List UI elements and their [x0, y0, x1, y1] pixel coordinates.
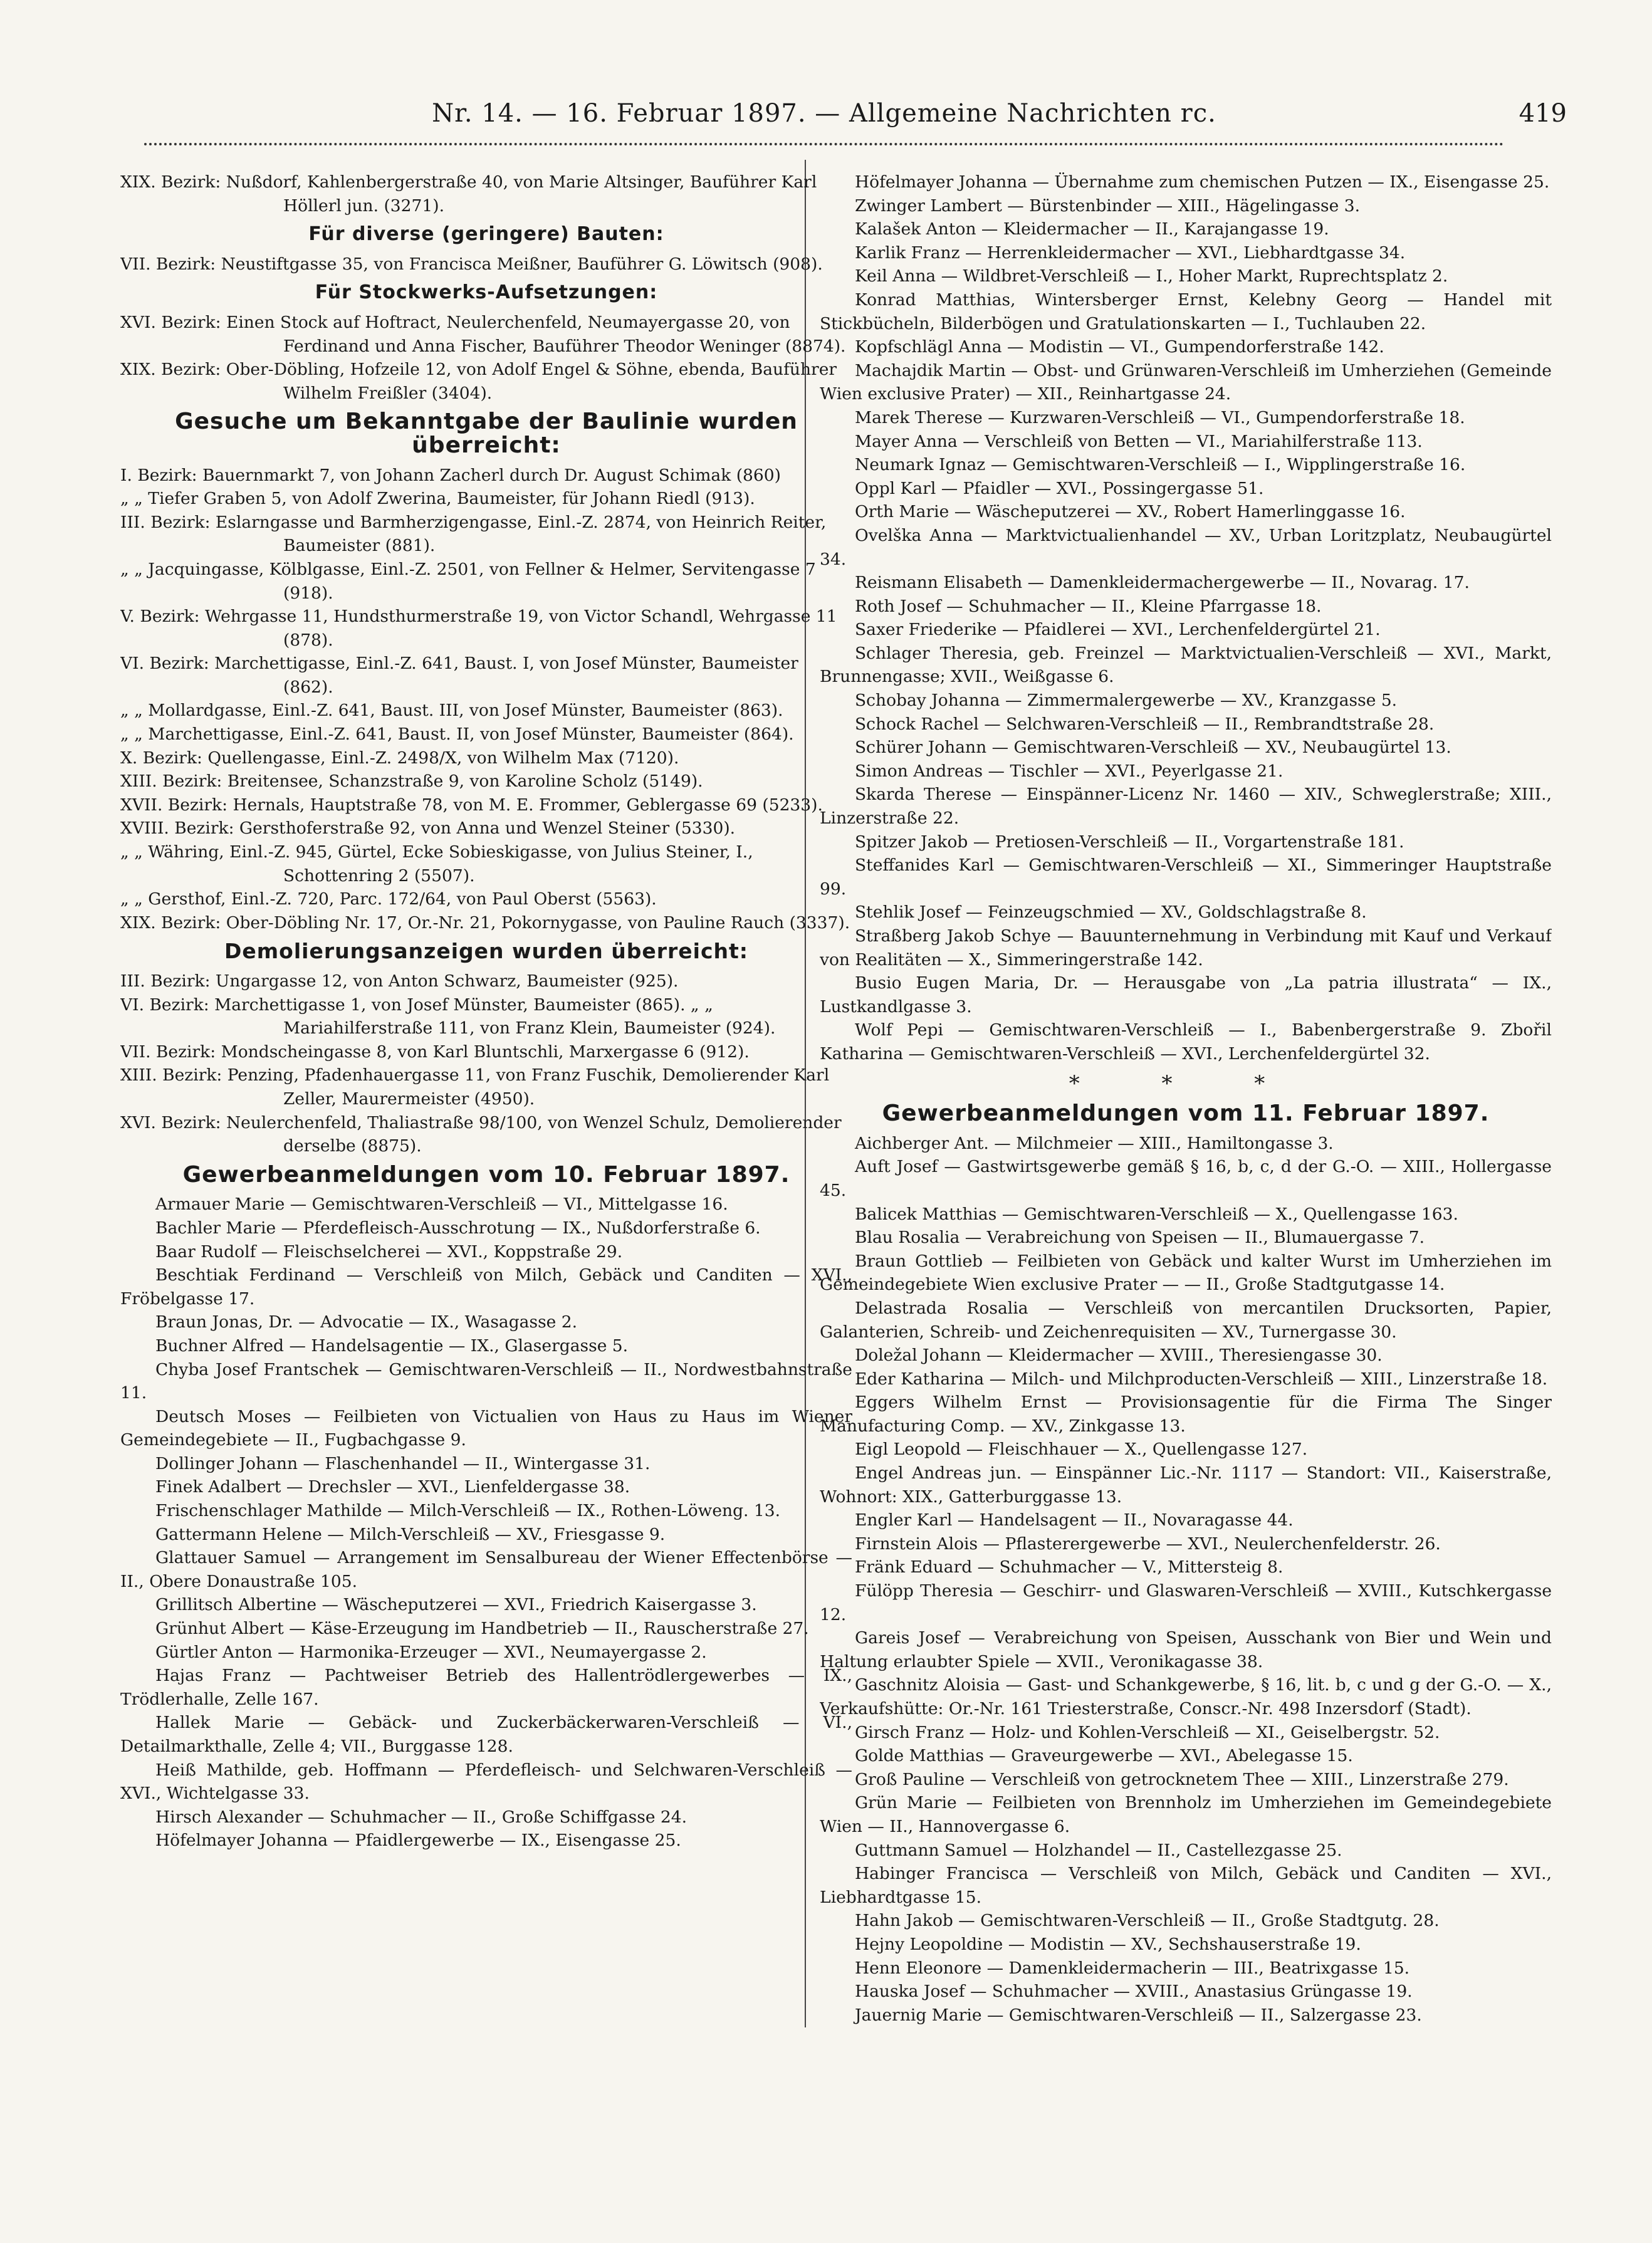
trade-entry: Schobay Johanna — Zimmermalergewerbe — XV., Kranzgasse 5.	[855, 691, 1398, 711]
building-entry: XVI. Bezirk: Einen Stock auf Hoftract, Neulerchenfeld, Neumayergasse 20, von Ferdinand und Anna Fischer, Bauführer Theodor Weninger (8874).	[120, 312, 846, 356]
building-entry: VII. Bezirk: Neustiftgasse 35, von Francisca Meißner, Bauführer G. Löwitsch (908).	[120, 254, 823, 274]
trade-entry: Grün Marie — Feilbieten von Brennholz im Umherziehen im Gemeindegebiete Wien — II., Hannovergasse 6.	[820, 1793, 1552, 1836]
building-entry: „ „ Gersthof, Einl.-Z. 720, Parc. 172/64, von Paul Oberst (5563).	[120, 889, 657, 909]
building-entry: XIX. Bezirk: Ober-Döbling Nr. 17, Or.-Nr. 21, Pokornygasse, von Pauline Rauch (3337).	[120, 912, 850, 933]
trade-entry: Simon Andreas — Tischler — XVI., Peyerlgasse 21.	[855, 761, 1283, 781]
running-head: Nr. 14. — 16. Februar 1897. — Allgemeine Nachrichten rc.	[432, 99, 1216, 128]
trade-entry: Skarda Therese — Einspänner-Licenz Nr. 1460 — XIV., Schweglerstraße; XIII., Linzerstraße 22.	[820, 785, 1552, 829]
trade-entry: Straßberg Jakob Schye — Bauunternehmung in Verbindung mit Kauf und Verkauf von Realitäten — X., Simmeringerstraße 142.	[820, 926, 1552, 970]
trade-entry: Schürer Johann — Gemischtwaren-Verschleiß — XV., Neubaugürtel 13.	[855, 738, 1451, 758]
trade-entry: Guttmann Samuel — Holzhandel — II., Castellezgasse 25.	[855, 1840, 1342, 1860]
trade-entry: Höfelmayer Johanna — Übernahme zum chemischen Putzen — IX., Eisengasse 25.	[855, 172, 1550, 192]
trade-entry: Marek Therese — Kurzwaren-Verschleiß — VI., Gumpendorferstraße 18.	[855, 407, 1465, 427]
building-entry: VII. Bezirk: Mondscheingasse 8, von Karl Bluntschli, Marxergasse 6 (912).	[120, 1042, 750, 1062]
building-entry: XIII. Bezirk: Penzing, Pfadenhauergasse 11, von Franz Fuschik, Demolierender Karl Zeller, Maurermeister (4950).	[120, 1065, 830, 1109]
section-heading: Demolierungsanzeigen wurden überreicht:	[224, 939, 748, 964]
trade-entry: Blau Rosalia — Verabreichung von Speisen — II., Blumauergasse 7.	[855, 1228, 1425, 1248]
trade-entry: Finek Adalbert — Drechsler — XVI., Lienfeldergasse 38.	[155, 1477, 630, 1497]
building-entry: „ „ Tiefer Graben 5, von Adolf Zwerina, Baumeister, für Johann Riedl (913).	[120, 489, 755, 509]
right-column	[820, 170, 1552, 2145]
trade-entry: Braun Gottlieb — Feilbieten von Gebäck und kalter Wurst im Umherziehen im Gemeindegebiete Wien exclusive Prater — — II., Große Stadtgutgasse 14.	[820, 1251, 1552, 1295]
trade-entry: Chyba Josef Frantschek — Gemischtwaren-Verschleiß — II., Nordwestbahnstraße 11.	[120, 1359, 852, 1403]
trade-entry: Kalašek Anton — Kleidermacher — II., Karajangasse 19.	[855, 219, 1329, 239]
trade-entry: Reismann Elisabeth — Damenkleidermachergewerbe — II., Novarag. 17.	[855, 573, 1470, 593]
section-heading: Gewerbeanmeldungen vom 11. Februar 1897.	[882, 1101, 1490, 1127]
section-heading: Für diverse (geringere) Bauten:	[308, 223, 664, 246]
trade-entry: Schlager Theresia, geb. Freinzel — Marktvictualien-Verschleiß — XVI., Markt, Brunnengasse; XVII., Weißgasse 6.	[820, 643, 1552, 687]
building-entry: X. Bezirk: Quellengasse, Einl.-Z. 2498/X, von Wilhelm Max (7120).	[120, 748, 679, 768]
trade-entry: Karlik Franz — Herrenkleidermacher — XVI., Liebhardtgasse 34.	[855, 243, 1406, 263]
trade-entry: Höfelmayer Johanna — Pfaidlergewerbe — IX., Eisengasse 25.	[155, 1831, 681, 1851]
trade-entry: Orth Marie — Wäscheputzerei — XV., Robert Hamerlinggasse 16.	[855, 502, 1406, 522]
trade-entry: Gattermann Helene — Milch-Verschleiß — XV., Friesgasse 9.	[155, 1524, 666, 1544]
trade-entry: Eggers Wilhelm Ernst — Provisionsagentie für die Firma The Singer Manufacturing Comp. — XV., Zinkgasse 13.	[820, 1393, 1552, 1436]
trade-entry: Gaschnitz Aloisia — Gast- und Schankgewerbe, § 16, lit. b, c und g der G.-O. — X., Verkaufshütte: Or.-Nr. 161 Triesterstraße, Conscr.-Nr. 498 Inzersdorf (Stadt).	[820, 1675, 1552, 1718]
trade-entry: Frischenschlager Mathilde — Milch-Verschleiß — IX., Rothen-Löweng. 13.	[155, 1501, 781, 1521]
trade-entry: Kopfschlägl Anna — Modistin — VI., Gumpendorferstraße 142.	[855, 337, 1384, 357]
trade-entry: Oppl Karl — Pfaidler — XVI., Possingergasse 51.	[855, 478, 1264, 498]
trade-entry: Golde Matthias — Graveurgewerbe — XVI., Abelegasse 15.	[855, 1746, 1353, 1766]
trade-entry: Armauer Marie — Gemischtwaren-Verschleiß — VI., Mittelgasse 16.	[155, 1195, 728, 1215]
trade-entry: Konrad Matthias, Wintersberger Ernst, Kelebny Georg — Handel mit Stickbücheln, Bilderbögen und Gratulationskarten — I., Tuchlauben 22.	[820, 290, 1552, 333]
trade-entry: Fülöpp Theresia — Geschirr- und Glaswaren-Verschleiß — XVIII., Kutschkergasse 12.	[820, 1581, 1552, 1624]
building-entry: „ „ Mollardgasse, Einl.-Z. 641, Baust. III, von Josef Münster, Baumeister (863).	[120, 701, 783, 721]
trade-entry: Heiß Mathilde, geb. Hoffmann — Pferdefleisch- und Selchwaren-Verschleiß — XVI., Wichtelgasse 33.	[120, 1760, 852, 1804]
trade-entry: Hejny Leopoldine — Modistin — XV., Sechshauserstraße 19.	[855, 1934, 1361, 1954]
trade-entry: Spitzer Jakob — Pretiosen-Verschleiß — II., Vorgartenstraße 181.	[855, 832, 1404, 852]
trade-entry: Engel Andreas jun. — Einspänner Lic.-Nr. 1117 — Standort: VII., Kaiserstraße, Wohnort: XIX., Gatterburggasse 13.	[820, 1463, 1552, 1507]
trade-entry: Gürtler Anton — Harmonika-Erzeuger — XVI., Neumayergasse 2.	[155, 1642, 707, 1662]
trade-entry: Eder Katharina — Milch- und Milchproducten-Verschleiß — XIII., Linzerstraße 18.	[855, 1369, 1548, 1389]
trade-entry: Gareis Josef — Verabreichung von Speisen, Ausschank von Bier und Wein und Haltung erlaubter Spiele — XVII., Veronikagasse 38.	[820, 1628, 1552, 1671]
trade-entry: Firnstein Alois — Pflasterergewerbe — XVI., Neulerchenfelderstr. 26.	[855, 1534, 1441, 1554]
trade-entry: Groß Pauline — Verschleiß von getrocknetem Thee — XIII., Linzerstraße 279.	[855, 1769, 1509, 1789]
section-separator: * * *	[1069, 1070, 1303, 1096]
trade-entry: Girsch Franz — Holz- und Kohlen-Verschleiß — XI., Geiselbergstr. 52.	[855, 1722, 1440, 1742]
trade-entry: Grünhut Albert — Käse-Erzeugung im Handbetrieb — II., Rauscherstraße 27.	[155, 1619, 809, 1639]
trade-entry: Hauska Josef — Schuhmacher — XVIII., Anastasius Grüngasse 19.	[855, 1982, 1413, 2002]
trade-entry: Grillitsch Albertine — Wäscheputzerei — XVI., Friedrich Kaisergasse 3.	[155, 1595, 757, 1615]
building-entry: „ „ Marchettigasse, Einl.-Z. 641, Baust. II, von Josef Münster, Baumeister (864).	[120, 724, 794, 745]
trade-entry: Balicek Matthias — Gemischtwaren-Verschleiß — X., Quellengasse 163.	[855, 1204, 1458, 1224]
trade-entry: Doležal Johann — Kleidermacher — XVIII., Theresiengasse 30.	[855, 1346, 1383, 1366]
trade-entry: Schock Rachel — Selchwaren-Verschleiß — II., Rembrandtstraße 28.	[855, 714, 1435, 734]
trade-entry: Deutsch Moses — Feilbieten von Victualien von Haus zu Haus im Wiener Gemeindegebiete — II., Fugbachgasse 9.	[120, 1406, 852, 1450]
trade-entry: Ovelška Anna — Marktvictualienhandel — XV., Urban Loritzplatz, Neubaugürtel 34.	[820, 525, 1552, 569]
trade-entry: Steffanides Karl — Gemischtwaren-Verschleiß — XI., Simmeringer Hauptstraße 99.	[820, 855, 1552, 899]
building-entry: XVII. Bezirk: Hernals, Hauptstraße 78, von M. E. Frommer, Geblergasse 69 (5233).	[120, 795, 823, 815]
trade-entry: Hahn Jakob — Gemischtwaren-Verschleiß — II., Große Stadtgutg. 28.	[855, 1911, 1440, 1931]
building-entry: XIX. Bezirk: Nußdorf, Kahlenbergerstraße 40, von Marie Altsinger, Bauführer Karl Höllerl jun. (3271).	[120, 172, 817, 216]
trade-entry: Roth Josef — Schuhmacher — II., Kleine Pfarrgasse 18.	[855, 596, 1322, 616]
left-column	[120, 170, 852, 2145]
trade-entry: Fränk Eduard — Schuhmacher — V., Mittersteig 8.	[855, 1557, 1283, 1577]
building-entry: „ „ Jacquingasse, Kölblgasse, Einl.-Z. 2501, von Fellner & Helmer, Servitengasse 7 (918).	[120, 559, 816, 603]
trade-entry: Hallek Marie — Gebäck- und Zuckerbäckerwaren-Verschleiß — VI., Detailmarkthalle, Zelle 4; VII., Burggasse 128.	[120, 1713, 852, 1756]
header-rule	[144, 143, 1504, 145]
trade-entry: Beschtiak Ferdinand — Verschleiß von Milch, Gebäck und Canditen — XVI., Fröbelgasse 17.	[120, 1265, 852, 1309]
building-entry: VI. Bezirk: Marchettigasse 1, von Josef Münster, Baumeister (865). „ „ Mariahilferstraße 111, von Franz Klein, Baumeister (924).	[120, 995, 776, 1038]
trade-entry: Keil Anna — Wildbret-Verschleiß — I., Hoher Markt, Ruprechtsplatz 2.	[855, 266, 1448, 286]
trade-entry: Mayer Anna — Verschleiß von Betten — VI., Mariahilferstraße 113.	[855, 431, 1423, 451]
trade-entry: Machajdik Martin — Obst- und Grünwaren-Verschleiß im Umherziehen (Gemeinde Wien exclusive Prater) — XII., Reinhartgasse 24.	[820, 360, 1552, 404]
trade-entry: Glattauer Samuel — Arrangement im Sensalbureau der Wiener Effectenbörse — II., Obere Donaustraße 105.	[120, 1548, 852, 1591]
trade-entry: Dollinger Johann — Flaschenhandel — II., Wintergasse 31.	[155, 1453, 651, 1473]
building-entry: V. Bezirk: Wehrgasse 11, Hundsthurmerstraße 19, von Victor Schandl, Wehrgasse 11 (878).	[120, 607, 837, 650]
building-entry: III. Bezirk: Ungargasse 12, von Anton Schwarz, Baumeister (925).	[120, 971, 679, 991]
building-entry: XVIII. Bezirk: Gersthoferstraße 92, von Anna und Wenzel Steiner (5330).	[120, 818, 736, 839]
trade-entry: Zwinger Lambert — Bürstenbinder — XIII., Hägelingasse 3.	[855, 196, 1361, 216]
building-entry: „ „ Währing, Einl.-Z. 945, Gürtel, Ecke Sobieskigasse, von Julius Steiner, I., Schottenring 2 (5507).	[120, 842, 753, 886]
trade-entry: Jauernig Marie — Gemischtwaren-Verschleiß — II., Salzergasse 23.	[855, 2005, 1422, 2025]
trade-entry: Stehlik Josef — Feinzeugschmied — XV., Goldschlagstraße 8.	[855, 902, 1367, 923]
trade-entry: Buchner Alfred — Handelsagentie — IX., Glasergasse 5.	[155, 1336, 629, 1356]
trade-entry: Busio Eugen Maria, Dr. — Herausgabe von „La patria illustrata“ — IX., Lustkandlgasse 3.	[820, 973, 1552, 1017]
building-entry: XIII. Bezirk: Breitensee, Schanzstraße 9, von Karoline Scholz (5149).	[120, 771, 703, 792]
trade-entry: Engler Karl — Handelsagent — II., Novaragasse 44.	[855, 1510, 1294, 1530]
building-entry: VI. Bezirk: Marchettigasse, Einl.-Z. 641, Baust. I, von Josef Münster, Baumeister (862).	[120, 654, 798, 697]
building-entry: I. Bezirk: Bauernmarkt 7, von Johann Zacherl durch Dr. August Schimak (860)	[120, 465, 781, 485]
trade-entry: Hajas Franz — Pachtweiser Betrieb des Hallentrödlergewerbes — IX., Trödlerhalle, Zelle 167.	[120, 1666, 852, 1709]
section-heading: Gesuche um Bekanntgabe der Baulinie wurden überreicht:	[175, 409, 798, 458]
trade-entry: Braun Jonas, Dr. — Advocatie — IX., Wasagasse 2.	[155, 1312, 578, 1332]
trade-entry: Baar Rudolf — Fleischselcherei — XVI., Koppstraße 29.	[155, 1242, 623, 1262]
trade-entry: Eigl Leopold — Fleischhauer — X., Quellengasse 127.	[855, 1440, 1308, 1460]
page-number: 419	[1519, 99, 1567, 128]
trade-entry: Henn Eleonore — Damenkleidermacherin — III., Beatrixgasse 15.	[855, 1958, 1410, 1978]
page-header	[81, 94, 1567, 138]
section-heading: Gewerbeanmeldungen vom 10. Februar 1897.	[182, 1161, 790, 1188]
trade-entry: Neumark Ignaz — Gemischtwaren-Verschleiß — I., Wipplingerstraße 16.	[855, 455, 1466, 475]
trade-entry: Aichberger Ant. — Milchmeier — XIII., Hamiltongasse 3.	[855, 1133, 1334, 1153]
building-entry: XVI. Bezirk: Neulerchenfeld, Thaliastraße 98/100, von Wenzel Schulz, Demolierender derselbe (8875).	[120, 1112, 842, 1156]
trade-entry: Bachler Marie — Pferdefleisch-Ausschrotung — IX., Nußdorferstraße 6.	[155, 1218, 761, 1238]
trade-entry: Delastrada Rosalia — Verschleiß von mercantilen Drucksorten, Papier, Galanterien, Schreib- und Zeichenrequisiten — XV., Turnergasse 30.	[820, 1298, 1552, 1342]
trade-entry: Habinger Francisca — Verschleiß von Milch, Gebäck und Canditen — XVI., Liebhardtgasse 15.	[820, 1864, 1552, 1907]
trade-entry: Auft Josef — Gastwirtsgewerbe gemäß § 16, b, c, d der G.-O. — XIII., Hollergasse 45.	[820, 1157, 1552, 1200]
trade-entry: Wolf Pepi — Gemischtwaren-Verschleiß — I., Babenbergerstraße 9. Zbořil Katharina — Gemischtwaren-Verschleiß — XVI., Lerchenfeldergürtel 32.	[820, 1020, 1552, 1064]
trade-entry: Saxer Friederike — Pfaidlerei — XVI., Lerchenfeldergürtel 21.	[855, 620, 1381, 640]
section-heading: Für Stockwerks-Aufsetzungen:	[315, 281, 658, 304]
trade-entry: Hirsch Alexander — Schuhmacher — II., Große Schiffgasse 24.	[155, 1807, 687, 1827]
building-entry: III. Bezirk: Eslarngasse und Barmherzigengasse, Einl.-Z. 2874, von Heinrich Reiter, Baumeister (881).	[120, 512, 827, 556]
building-entry: XIX. Bezirk: Ober-Döbling, Hofzeile 12, von Adolf Engel & Söhne, ebenda, Bauführer Wilhelm Freißler (3404).	[120, 360, 837, 403]
